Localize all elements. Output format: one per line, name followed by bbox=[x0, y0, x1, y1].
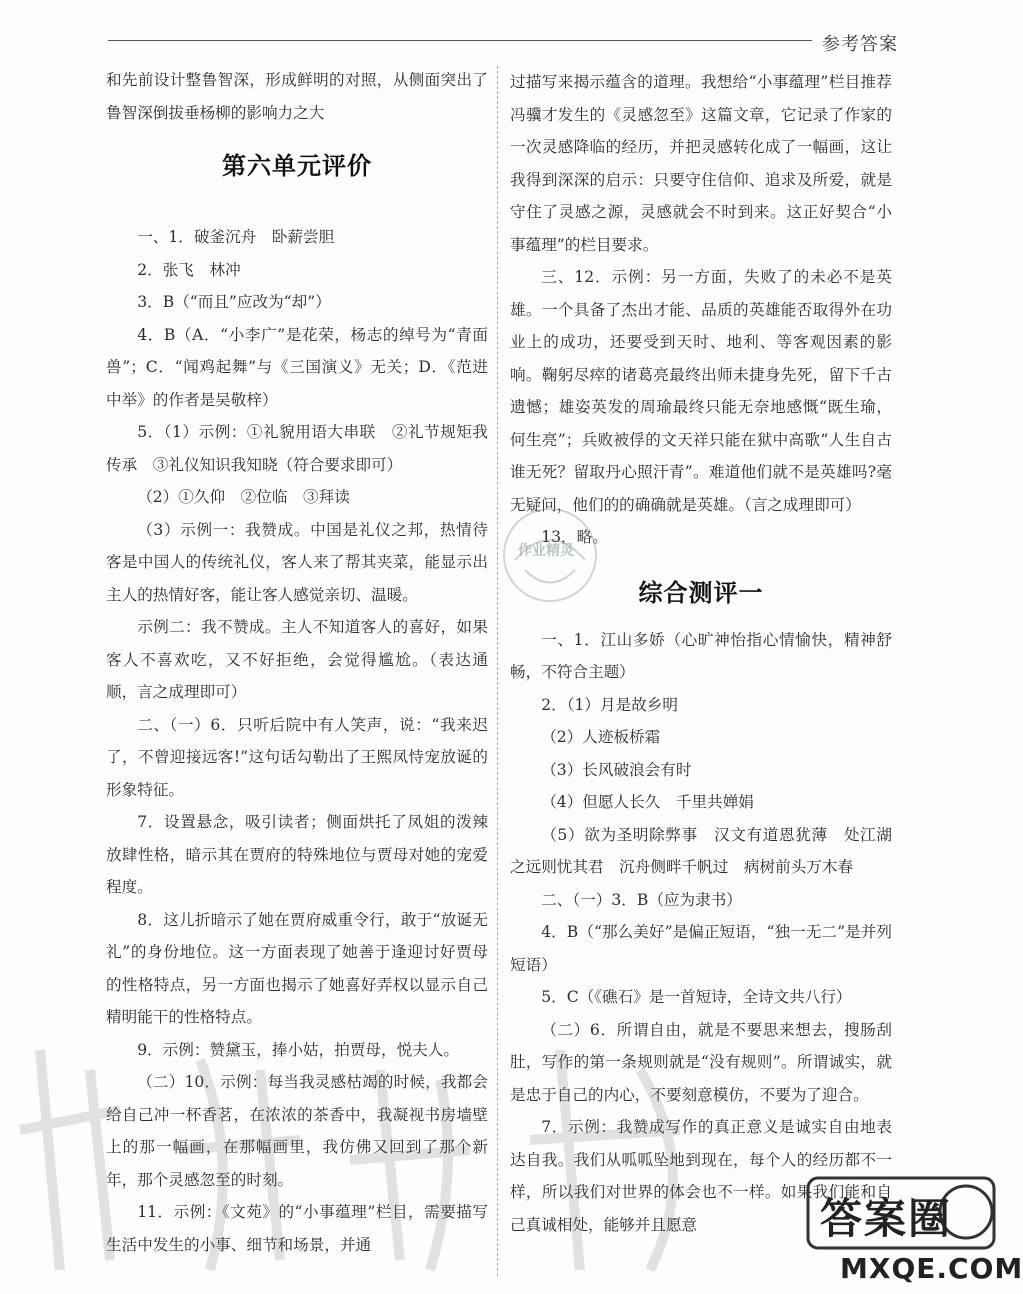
stamp-text: 作业精灵 bbox=[518, 543, 574, 559]
answer-paragraph: 3．B（“而且”应改为“却”） bbox=[137, 293, 331, 311]
answer-paragraph: 2．（1）月是故乡明 bbox=[541, 695, 678, 714]
answer-paragraph: （5）欲为圣明除弊事 汉文有道恩犹薄 处江湖之远则忧其君 沉舟侧畔千帆过 病树前头万木春 bbox=[510, 825, 892, 876]
answer-paragraph: 4．B（“那么美好”是偏正短语，“独一无二”是并列短语） bbox=[510, 923, 892, 974]
section-title-comprehensive-test: 综合测评一 bbox=[638, 577, 764, 607]
answer-paragraph: 5．（1）示例：①礼貌用语大串联 ②礼节规矩我传承 ③礼仪知识我知晓（符合要求即可） bbox=[106, 423, 488, 474]
answer-paragraph: 7．设置悬念，吸引读者；侧面烘托了凤姐的泼辣放肆性格，暗示其在贾府的特殊地位与贾母对她的宠爱程度。 bbox=[106, 813, 488, 896]
watermark-logo-text: 答案圈 bbox=[820, 1194, 953, 1243]
answer-paragraph: 二、（一）6．只听后院中有人笑声，说：“我来迟了，不曾迎接远客!”这句话勾勒出了王熙凤恃宠放诞的形象特征。 bbox=[106, 715, 488, 799]
answer-paragraph: 5．C（《礁石》是一首短诗，全诗文共八行） bbox=[541, 988, 852, 1006]
answer-paragraph: （4）但愿人长久 千里共婵娟 bbox=[541, 793, 754, 811]
answer-paragraph: 11．示例：《文苑》的“小事蕴理”栏目，需要描写生活中发生的小事、细节和场景，并通 bbox=[106, 1203, 488, 1254]
section-title-unit-six: 第六单元评价 bbox=[222, 151, 372, 180]
answer-paragraph: 二、（一）3．B（应为隶书） bbox=[541, 890, 742, 909]
header-rule bbox=[108, 40, 812, 41]
answer-paragraph: 4．B（A．“小李广”是花荣，杨志的绰号为“青面兽”；C．“闻鸡起舞”与《三国演义》无关；D．《范进中举》的作者是吴敬梓） bbox=[106, 325, 488, 409]
answer-paragraph: 示例二：我不赞成。主人不知道客人的喜好，如果客人不喜欢吃，又不好拒绝，会觉得尴尬。（表达通顺，言之成理即可） bbox=[106, 618, 488, 701]
header-title: 参考答案 bbox=[822, 34, 898, 55]
watermark-url-text: MXQE.COM bbox=[840, 1252, 1023, 1285]
answer-paragraph: （3）示例一：我赞成。中国是礼仪之邦，热情待客是中国人的传统礼仪，客人来了帮其夹菜，能显示出主人的热情好客，能让客人感觉亲切、温暖。 bbox=[106, 520, 488, 604]
answer-paragraph: 三、12．示例：另一方面，失败了的未必不是英雄。一个具备了杰出才能、品质的英雄能否取得外在功业上的成功，还要受到天时、地利、等客观因素的影响。鞠躬尽瘁的诸葛亮最终出师未捷身先死，留下千古遗憾；雄姿英发的周瑜最终只能无奈地感慨“既生瑜，何生亮”；兵败被俘的文天祥只能在狱中高歌“人生自古谁无死？留取丹心照汗青”。难道他们就不是英雄吗?毫无疑问，他们的的确确就是英雄。（言之成理即可） bbox=[510, 268, 892, 514]
answer-paragraph: 13．略。 bbox=[541, 528, 608, 546]
answer-paragraph: 9．示例：赞黛玉，捧小姑，拍贾母，悦夫人。 bbox=[137, 1040, 459, 1059]
answer-paragraph: 7．示例：我赞成写作的真正意义是诚实自由地表达自我。我们从呱呱坠地到现在，每个人的经历都不一样，所以我们对世界的体会也不一样。如果我们能和自己真诚相处，能够并且愿意 bbox=[510, 1118, 892, 1234]
answer-paragraph: （二）10．示例：每当我灵感枯竭的时候，我都会给自己冲一杯香茗，在浓浓的茶香中，我凝视书房墙壁上的那一幅画，在那幅画里，我仿佛又回到了那个新年，那个灵感忽至的时刻。 bbox=[106, 1073, 488, 1189]
answer-paragraph: 一、1．江山多娇（心旷神怡指心情愉快，精神舒畅，不符合主题） bbox=[510, 630, 892, 681]
answer-paragraph: （2）人迹板桥霜 bbox=[541, 728, 661, 746]
site-watermark bbox=[806, 1172, 1023, 1287]
answer-paragraph: 8．这儿折暗示了她在贾府威重令行，敢于“放诞无礼”的身份地位。这一方面表现了她善于逢迎讨好贾母的性格特点，另一方面也揭示了她喜好弄权以显示自己精明能干的性格特点。 bbox=[106, 910, 488, 1026]
answer-paragraph: 2．张飞 林冲 bbox=[137, 260, 241, 279]
answer-paragraph: （2）①久仰 ②位临 ③拜读 bbox=[137, 488, 350, 506]
answer-paragraph: 一、1．破釜沉舟 卧薪尝胆 bbox=[137, 228, 335, 246]
answer-paragraph: （二）6．所谓自由，就是不要思来想去，搜肠刮肚，写作的第一条规则就是“没有规则”。所谓诚实，就是忠于自己的内心，不要刻意模仿，不要为了迎合。 bbox=[510, 1020, 892, 1104]
answer-paragraph: 过描写来揭示蕴含的道理。我想给“小事蕴理”栏目推荐冯骥才发生的《灵感忽至》这篇文章，它记录了作家的一次灵感降临的经历，并把灵感转化成了一幅画，这让我得到深深的启示：只要守住信仰、追求及所爱，就是守住了灵感之源，灵感就会不时到来。这正好契合“小事蕴理”的栏目要求。 bbox=[510, 73, 892, 254]
faded-handwriting-watermark-icon bbox=[0, 1010, 800, 1294]
intro-paragraph: 和先前设计整鲁智深，形成鲜明的对照，从侧面突出了鲁智深倒拔垂杨柳的影响力之大 bbox=[106, 71, 488, 122]
answer-paragraph: （3）长风破浪会有时 bbox=[541, 760, 692, 779]
